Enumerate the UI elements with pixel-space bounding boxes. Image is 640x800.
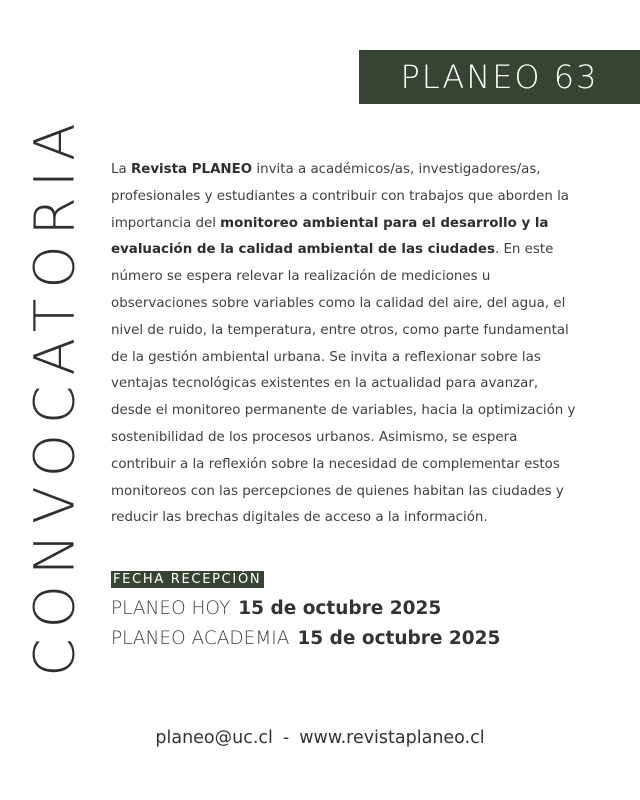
website-link[interactable]: www.revistaplaneo.cl (299, 728, 485, 748)
deadline-row-planeo-hoy (111, 597, 441, 621)
body-journal-name: Revista PLANEO (130, 162, 253, 177)
footer-contact (0, 728, 640, 748)
deadline-program: PLANEO ACADEMIA (111, 628, 290, 649)
issue-label: PLANEO 63 (400, 58, 599, 96)
deadline-program: PLANEO HOY (111, 598, 231, 619)
body-text-1: La (111, 162, 131, 177)
call-description (111, 157, 579, 532)
footer-separator: - (282, 728, 290, 748)
deadline-label: FECHA RECEPCIÓN (111, 571, 264, 588)
deadline-date: 15 de octubre 2025 (238, 598, 442, 619)
body-text-2: invita a académicos/as, investigadores/as, profesionales y estudiantes a contribuir con trabajos que aborden la importancia del (111, 162, 570, 231)
deadline-date: 15 de octubre 2025 (297, 628, 501, 649)
deadline-row-planeo-academia (111, 627, 500, 651)
side-title: CONVOCATORIA (22, 113, 87, 677)
body-topic: monitoreo ambiental para el desarrollo y la evaluación de la calidad ambiental de las ciudades (111, 215, 549, 258)
body-text-3: . En este número se espera relevar la realización de mediciones u observaciones sobre variables como la calidad del aire, del agua, el nivel de ruido, la temperatura, entre otros, como parte fundamental de la gestión ambiental urbana. Se invita a reflexionar sobre las ventajas tecnológicas existentes en la actualidad para avanzar, desde el monitoreo permanente de variables, hacia la optimización y sostenibilidad de los procesos urbanos. Asimismo, se espera contribuir a la reflexión sobre la necesidad de complementar estos monitoreos con las percepciones de quienes habitan las ciudades y reducir las brechas digitales de acceso a la información. (111, 242, 576, 526)
email-link[interactable]: planeo@uc.cl (155, 728, 273, 748)
issue-banner (359, 50, 640, 104)
